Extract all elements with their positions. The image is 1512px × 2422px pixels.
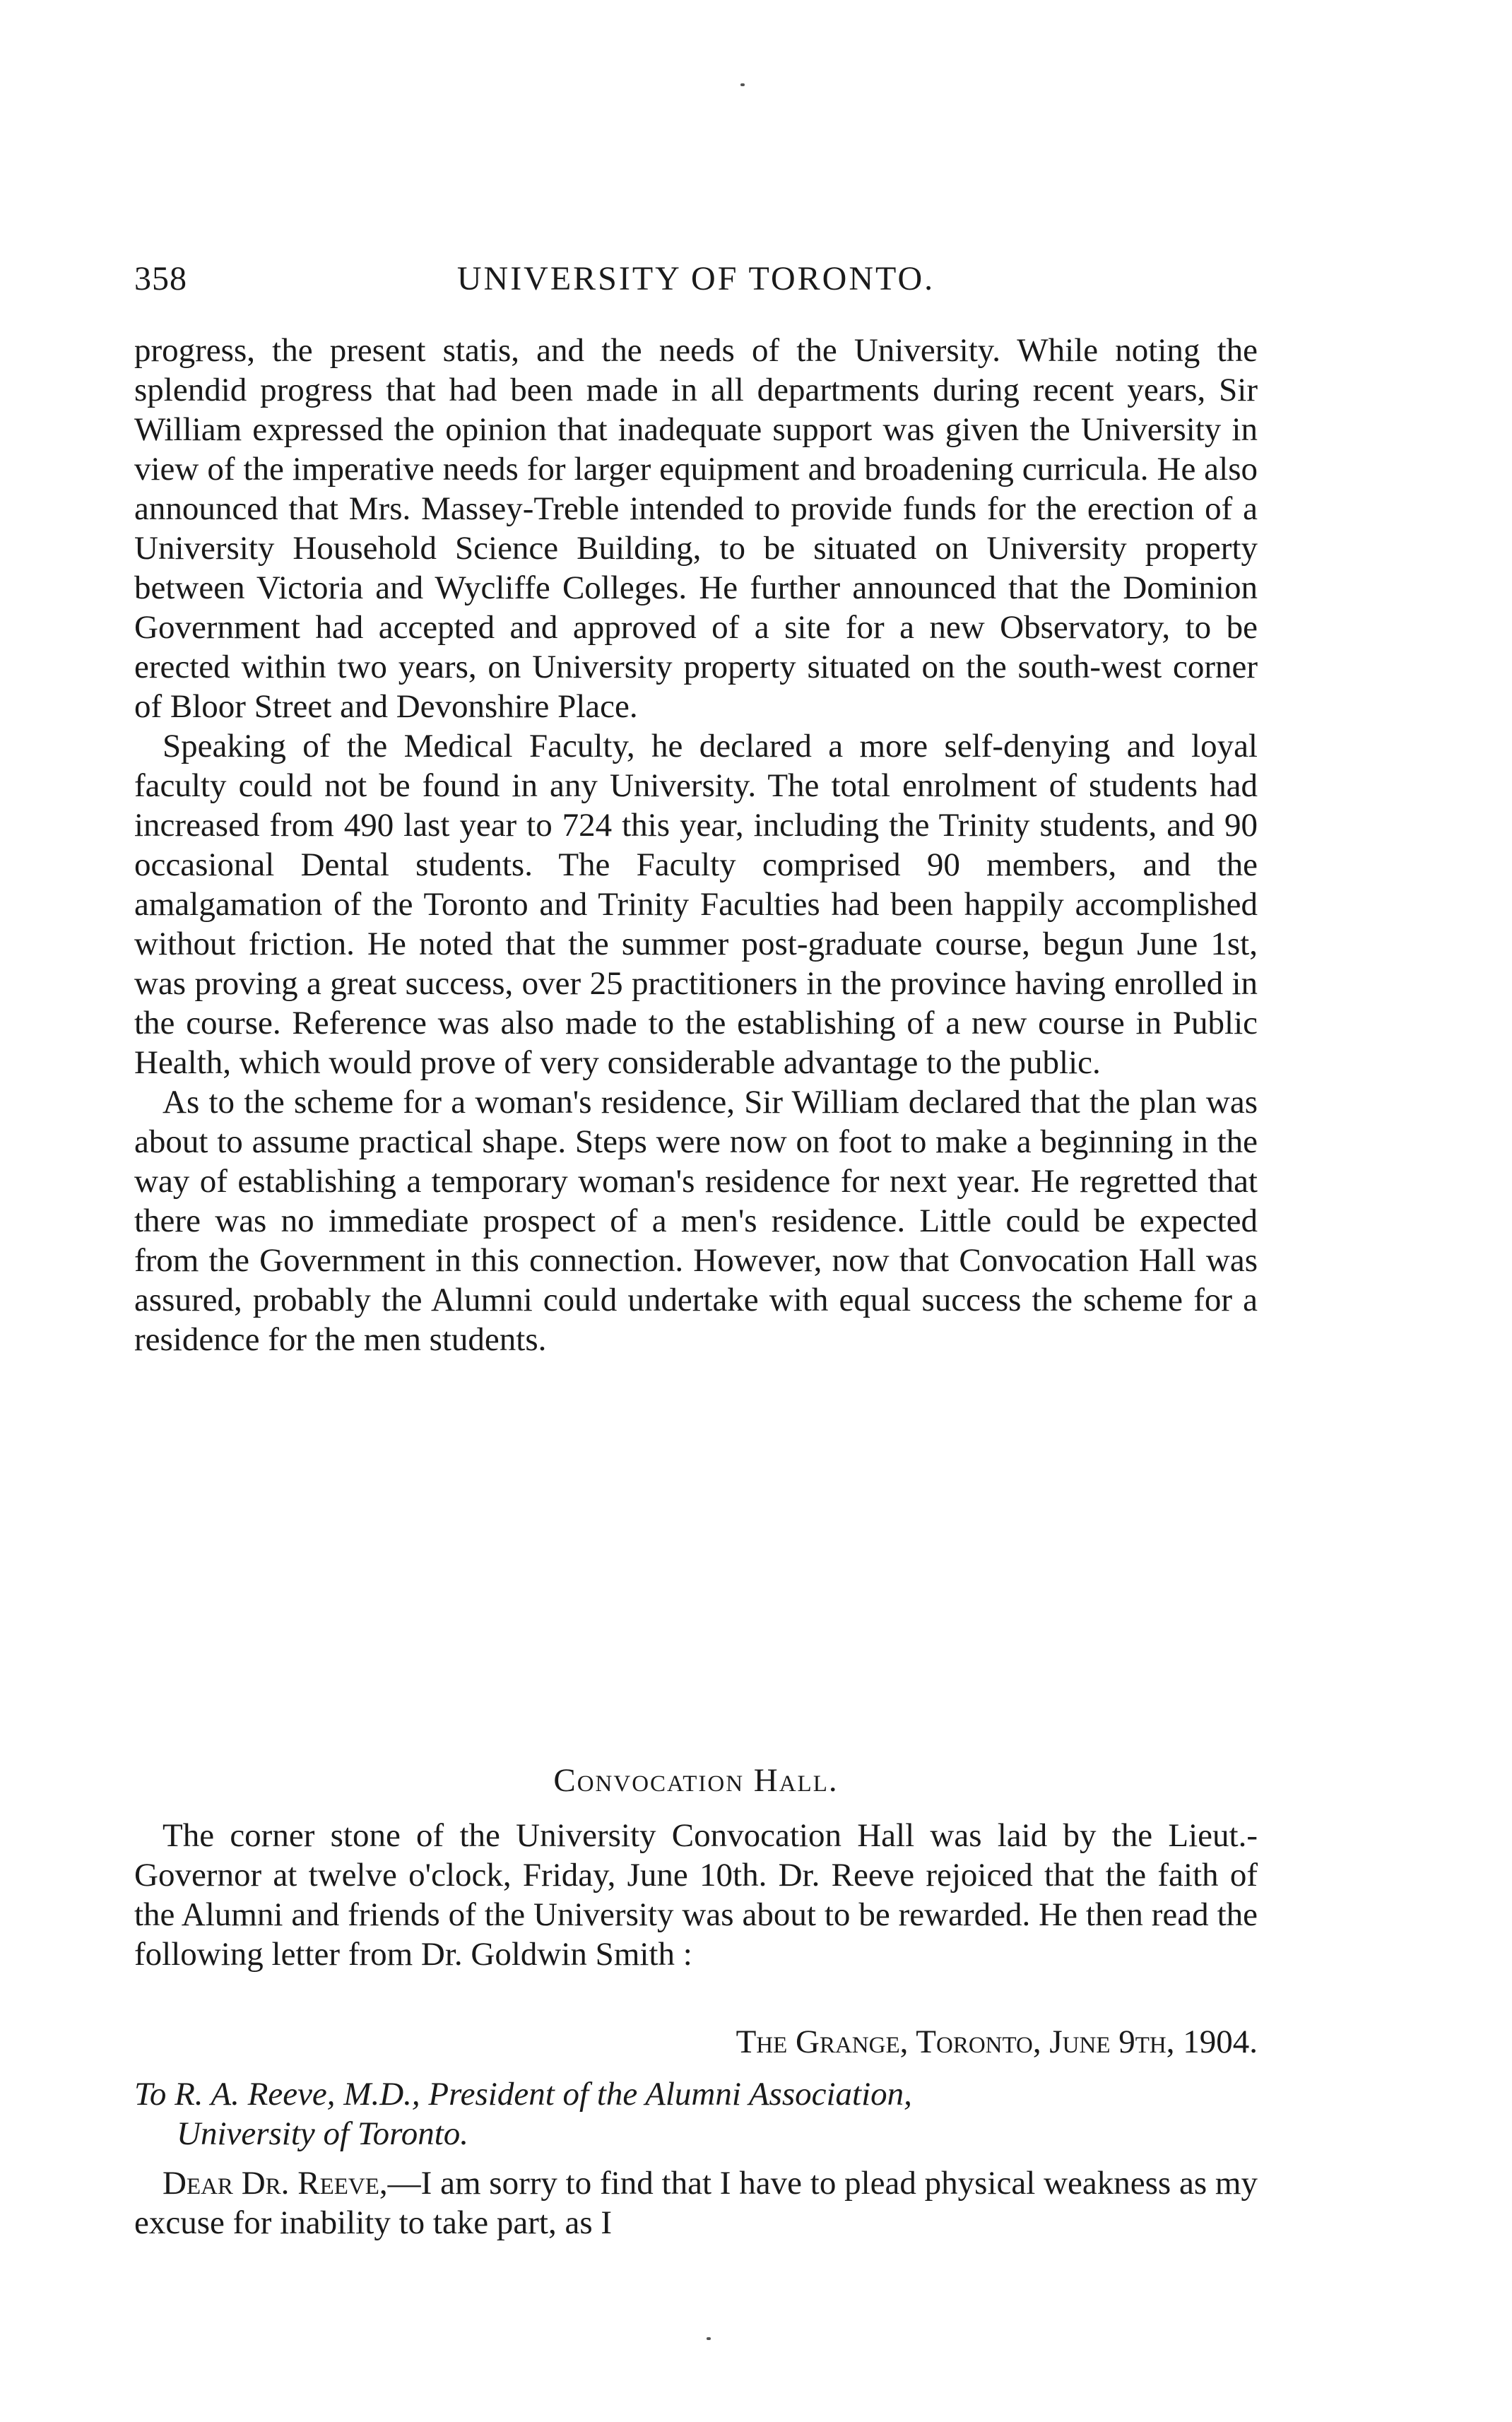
section-paragraph: The corner stone of the University Convocation Hall was laid by the Lieut.-Governor at twelve o'clock, Friday, June 10th. Dr. Reeve rejoiced that the faith of the Alumni and friends of the University was about to be rewarded. He then read the following letter from Dr. Goldwin Smith : (134, 1817, 1258, 1973)
running-title: UNIVERSITY OF TORONTO. (456, 260, 935, 297)
page-header (134, 254, 1258, 304)
paper-speck (707, 2337, 711, 2340)
address-line: University of Toronto. (177, 2115, 469, 2152)
paragraph: As to the scheme for a woman's residence, Sir William declared that the plan was about to assume practical shape. Steps were now on foot to make a beginning in the way of establishing a temporary woman's residence for next year. He regretted that there was no immediate prospect of a men's residence. Little could be expected from the Government in this connection. However, now that Convocation Hall was assured, probably the Alumni could undertake with equal success the scheme for a residence for the men students. (134, 1084, 1258, 1358)
paragraph: Speaking of the Medical Faculty, he declared a more self-denying and loyal faculty could not be found in any University. The total enrolment of students had increased from 490 last year to 724 this year, including the Trinity students, and 90 occasional Dental students. The Faculty comprised 90 members, and the amalgamation of the Toronto and Trinity Faculties had been happily accomplished without friction. He noted that the summer post-graduate course, begun June 1st, was proving a great success, over 25 practitioners in the province having enrolled in the course. Reference was also made to the establishing of a new course in Public Health, which would prove of very considerable advantage to the public. (134, 728, 1258, 1081)
section-heading: Convocation Hall. (553, 1762, 839, 1799)
page-number: 358 (134, 260, 187, 297)
paragraph: progress, the present statis, and the needs of the University. While noting the splendid progress that had been made in all departments during recent years, Sir William expressed the opinion that inadequate support was given the University in view of the imperative needs for larger equipment and broadening curricula. He also announced that Mrs. Massey-Treble intended to provide funds for the erection of a University Household Science Building, to be situated on University property between Victoria and Wycliffe Colleges. He further announced that the Dominion Government had accepted and approved of a site for a new Observatory, to be erected within two years, on University property situated on the south-west corner of Bloor Street and Devonshire Place. (134, 332, 1258, 725)
letter-address (134, 2074, 1258, 2154)
letter-text: —I am sorry to find that I have to plead physical weakness as my excuse for inability to take part, as I (134, 2165, 1258, 2241)
letter-dateline: The Grange, Toronto, June 9th, 1904. (736, 2024, 1258, 2060)
address-line: To R. A. Reeve, M.D., President of the Alumni Association, (134, 2076, 912, 2113)
body-text (134, 331, 1258, 1359)
letter-salutation: Dear Dr. Reeve, (163, 2165, 388, 2202)
letter-body (134, 2163, 1258, 2243)
paper-speck (740, 83, 745, 86)
